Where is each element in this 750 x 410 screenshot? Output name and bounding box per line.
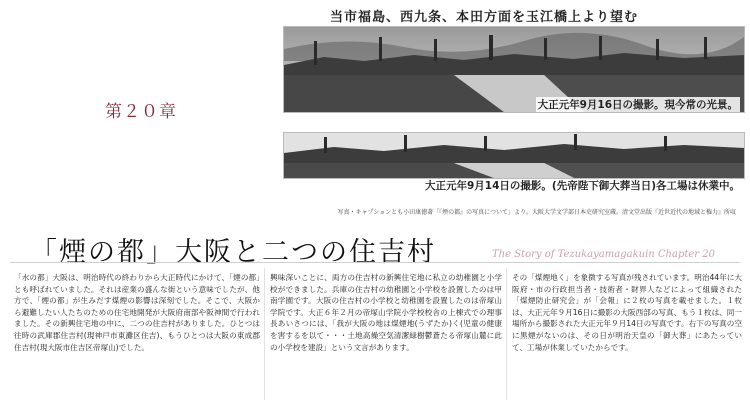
- photo1-caption: 大正元年9月16日の撮影。現今常の光景。: [537, 99, 738, 111]
- chapter-number: 第２０章: [105, 102, 177, 122]
- photo-clear-city: [283, 132, 745, 179]
- column-divider: [506, 268, 507, 400]
- article-column-1: 「水の都」大阪は、明治時代の終わりから大正時代にかけて、「煙の都」とも呼ばれていました。それは産業の盛んな街という意味でしたが、他方で、「煙の都」が生みだす煤煙の影響は深刻でした。そこで、大阪から避難したい人たちのための住宅地開発が大阪府南部や阪神間で行われました。その新興住宅地の中に、二つの住吉村がありました。ひとつは往時の武庫郡住吉村(現神戸市東灘区住吉)、もうひとつは大阪の東成郡住吉村(現大阪市住吉区帝塚山)でした。: [14, 273, 260, 352]
- series-label: The Story of Tezukayamagakuin Chapter 20: [492, 249, 715, 260]
- page-title: 「煙の都」大阪と二つの住吉村: [30, 237, 436, 268]
- article-column-2: 興味深いことに、両方の住吉村の新興住宅地に私立の幼稚園と小学校ができました。兵庫の住吉村の幼稚園と小学校を設置したのは甲南学園です。大阪の住吉村の小学校と幼稚園を設置したのは帝塚山学院です。大正６年２月の帝塚山学院小学校校舎の上棟式での理事長あいさつには、「我が大阪の地は煤煙地(うずたか)く(児童の健康を害するを以て・・・土地高燥空気清潔緑樹鬱蒼たる帝塚山麓に此の小学校を建設」という文言があります。: [270, 273, 502, 352]
- divider: [10, 262, 740, 263]
- column-divider: [264, 268, 265, 400]
- article-column-3: その「煤煙地く」を象徴する写真が残されています。明治44年に大阪府・市の行政担当者・技術者・財界人などによって組織された「煤煙防止研究会」が「会報」に２枚の写真を載せました。１枚は、大正元年９月16日に撮影の大阪西部の写真、もう１枚は、同一場所から撮影された大正元年９月14日の写真です。右下の写真の空に黒煙がないのは、その日が明治天皇の「御大葬」にあたっていて、工場が休業していたからです。: [512, 273, 742, 352]
- photo-credit: 写真・キャプションとも小田康徳著「『煙の都』の写真について」より。大阪大学文学部日本史研究室蔵。清文堂出版『近世近代の地域と権力』所収: [337, 209, 736, 216]
- photo-title: 当市福島、西九条、本田方面を玉江橋上より望む: [330, 10, 639, 25]
- photo2-caption: 大正元年9月14日の撮影。(先帝陛下御大葬当日)各工場は休業中。: [424, 180, 740, 192]
